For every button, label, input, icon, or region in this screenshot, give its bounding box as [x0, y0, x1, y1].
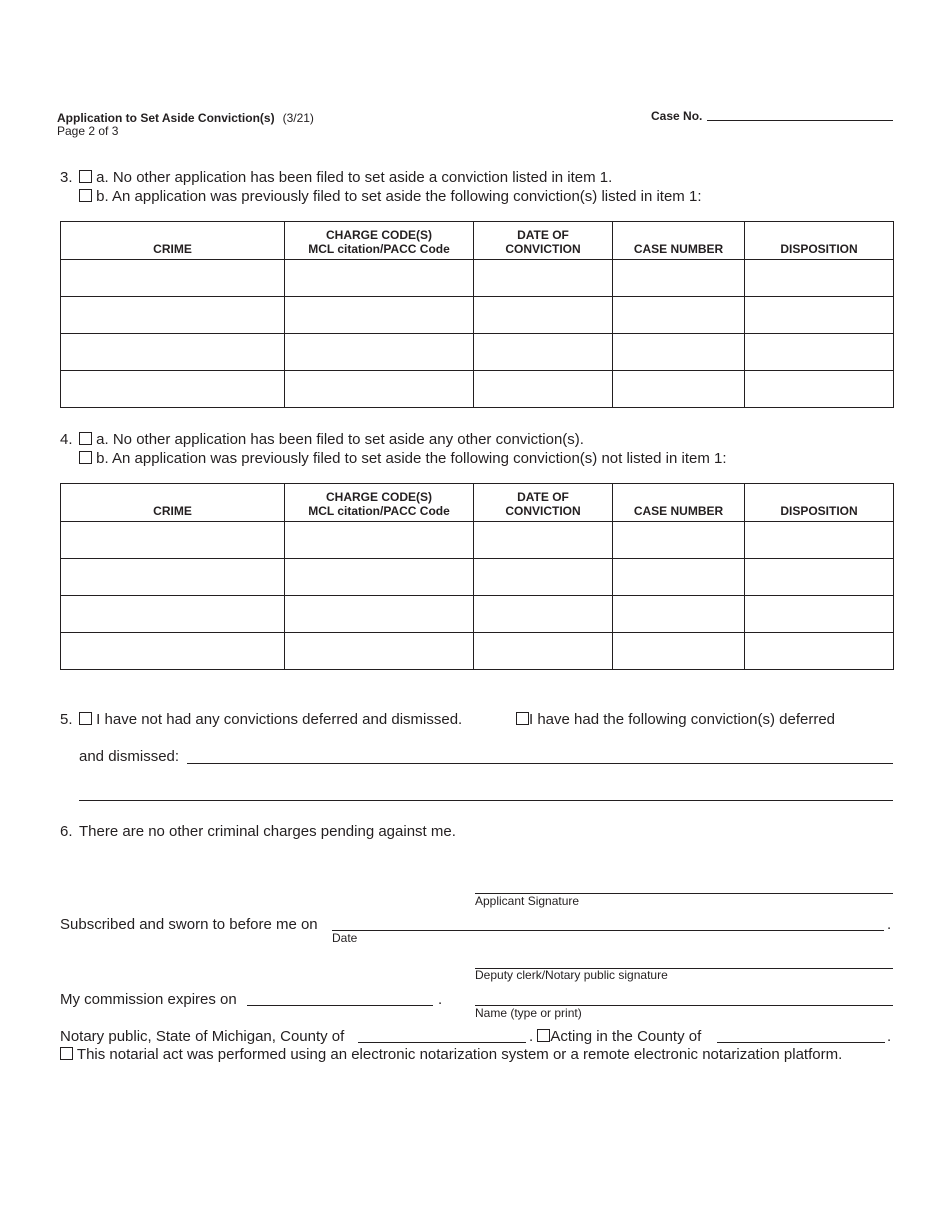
electronic-notarization-checkbox[interactable] [60, 1047, 73, 1060]
table-cell[interactable] [613, 596, 745, 633]
table-cell[interactable] [61, 371, 285, 408]
table-cell[interactable] [474, 371, 613, 408]
deferred-convictions-field[interactable] [187, 763, 893, 764]
col-date-of-conviction [474, 484, 613, 522]
col-case-number [613, 222, 745, 260]
table-cell[interactable] [474, 297, 613, 334]
item4a-checkbox[interactable] [79, 432, 92, 445]
acting-county-label: Acting in the County of [550, 1028, 702, 1045]
item5-not-had-checkbox[interactable] [79, 712, 92, 725]
table-cell[interactable] [745, 371, 894, 408]
col-disposition-label: DISPOSITION [780, 504, 858, 518]
table-cell[interactable] [61, 522, 285, 559]
item5-option-had [516, 711, 835, 728]
electronic-notarization-option [60, 1046, 842, 1063]
notary-county-period [529, 1028, 701, 1045]
table-cell[interactable] [745, 260, 894, 297]
sworn-period: . [887, 916, 892, 933]
item5-number: 5. [60, 711, 73, 728]
table-row [61, 596, 894, 633]
col-charge-code [285, 222, 474, 260]
notary-county-field[interactable] [358, 1042, 526, 1043]
date-caption: Date [332, 931, 358, 945]
table-row [61, 334, 894, 371]
table-cell[interactable] [61, 334, 285, 371]
table-cell[interactable] [474, 260, 613, 297]
item6-number: 6. [60, 823, 73, 840]
page-number: Page 2 of 3 [57, 124, 119, 138]
col-disposition [745, 484, 894, 522]
form-revision: (3/21) [282, 111, 314, 125]
table-cell[interactable] [613, 297, 745, 334]
sworn-date-field[interactable] [332, 930, 884, 931]
acting-county-period: . [887, 1028, 892, 1045]
case-no-label: Case No. [651, 109, 703, 123]
col-charge-line1: CHARGE CODE(S) [325, 228, 432, 242]
item3a-label: a. No other application has been filed to set aside a conviction listed in item 1. [96, 169, 613, 186]
subscribed-text: Subscribed and sworn to before me on [60, 916, 318, 933]
table-cell[interactable] [613, 260, 745, 297]
table-cell[interactable] [474, 559, 613, 596]
table-header-row [61, 484, 894, 522]
commission-expires-field[interactable] [247, 1005, 433, 1006]
item3a-checkbox[interactable] [79, 170, 92, 183]
table-cell[interactable] [61, 596, 285, 633]
item5-had-label: I have had the following conviction(s) deferred [529, 711, 836, 728]
item6-text: There are no other criminal charges pending against me. [79, 823, 456, 840]
table-cell[interactable] [285, 596, 474, 633]
item4-number: 4. [60, 431, 73, 448]
item4b-label: b. An application was previously filed to set aside the following conviction(s) not listed in item 1: [96, 450, 727, 467]
item3-number: 3. [60, 169, 73, 186]
commission-text: My commission expires on [60, 991, 237, 1008]
col-date-line2: CONVICTION [505, 504, 581, 518]
table-cell[interactable] [285, 559, 474, 596]
item5-had-checkbox[interactable] [516, 712, 529, 725]
table-cell[interactable] [285, 334, 474, 371]
col-charge-code [285, 484, 474, 522]
item5-and-dismissed-label: and dismissed: [79, 748, 180, 765]
table-row [61, 297, 894, 334]
deferred-convictions-field-line2[interactable] [79, 800, 893, 801]
table-cell[interactable] [474, 633, 613, 670]
table-cell[interactable] [745, 297, 894, 334]
electronic-notarization-label: This notarial act was performed using an electronic notarization system or a remote electronic notarization platform. [76, 1046, 843, 1063]
table-cell[interactable] [61, 559, 285, 596]
table-cell[interactable] [285, 297, 474, 334]
col-date-line1: DATE OF [517, 490, 569, 504]
table-cell[interactable] [285, 522, 474, 559]
table-cell[interactable] [613, 522, 745, 559]
table-cell[interactable] [474, 522, 613, 559]
col-date-line2: CONVICTION [505, 242, 581, 256]
table-cell[interactable] [61, 297, 285, 334]
applicant-signature-caption: Applicant Signature [475, 894, 580, 908]
col-date-line1: DATE OF [517, 228, 569, 242]
col-disposition [745, 222, 894, 260]
notary-county-period-text: . [529, 1028, 534, 1045]
col-disposition-label: DISPOSITION [780, 242, 858, 256]
item5-not-had-label: I have not had any convictions deferred and dismissed. [96, 711, 463, 728]
form-title: Application to Set Aside Conviction(s) [57, 111, 275, 125]
col-charge-line1: CHARGE CODE(S) [325, 490, 432, 504]
item5-option-not-had [79, 711, 462, 728]
table-row [61, 633, 894, 670]
col-charge-line2: MCL citation/PACC Code [308, 242, 450, 256]
acting-county-field[interactable] [717, 1042, 885, 1043]
table-cell[interactable] [745, 633, 894, 670]
table-cell[interactable] [474, 596, 613, 633]
item3b-checkbox[interactable] [79, 189, 92, 202]
notary-county-text: Notary public, State of Michigan, County of [60, 1028, 345, 1045]
col-crime-label: CRIME [153, 504, 192, 518]
commission-period: . [438, 991, 443, 1008]
col-charge-line2: MCL citation/PACC Code [308, 504, 450, 518]
table-cell[interactable] [61, 633, 285, 670]
table-cell[interactable] [745, 522, 894, 559]
table-cell[interactable] [285, 260, 474, 297]
deputy-signature-caption: Deputy clerk/Notary public signature [475, 968, 668, 982]
table-cell[interactable] [285, 371, 474, 408]
table-cell[interactable] [745, 596, 894, 633]
item3-option-a [79, 169, 612, 186]
item4a-label: a. No other application has been filed to set aside any other conviction(s). [96, 431, 584, 448]
table-row [61, 559, 894, 596]
item3-option-b [79, 188, 701, 205]
col-crime [61, 222, 285, 260]
case-no-field[interactable] [707, 120, 893, 121]
col-case-number-label: CASE NUMBER [633, 242, 724, 256]
item4-option-a [79, 431, 584, 448]
table-cell[interactable] [474, 334, 613, 371]
table-row [61, 522, 894, 559]
col-case-number-label: CASE NUMBER [633, 504, 724, 518]
item4-option-b [79, 450, 727, 467]
col-crime-label: CRIME [153, 242, 192, 256]
item4b-checkbox[interactable] [79, 451, 92, 464]
col-date-of-conviction [474, 222, 613, 260]
table-cell[interactable] [613, 633, 745, 670]
table-cell[interactable] [613, 559, 745, 596]
table-cell[interactable] [745, 559, 894, 596]
table-cell[interactable] [285, 633, 474, 670]
item3-convictions-table [60, 221, 894, 408]
table-row [61, 260, 894, 297]
col-case-number [613, 484, 745, 522]
acting-county-checkbox[interactable] [537, 1029, 550, 1042]
name-print-caption: Name (type or print) [475, 1006, 582, 1020]
table-header-row [61, 222, 894, 260]
table-cell[interactable] [613, 334, 745, 371]
table-cell[interactable] [613, 371, 745, 408]
col-crime [61, 484, 285, 522]
item3b-label: b. An application was previously filed to set aside the following conviction(s) listed in item 1: [96, 188, 702, 205]
item4-convictions-table [60, 483, 894, 670]
table-row [61, 371, 894, 408]
table-cell[interactable] [61, 260, 285, 297]
table-cell[interactable] [745, 334, 894, 371]
